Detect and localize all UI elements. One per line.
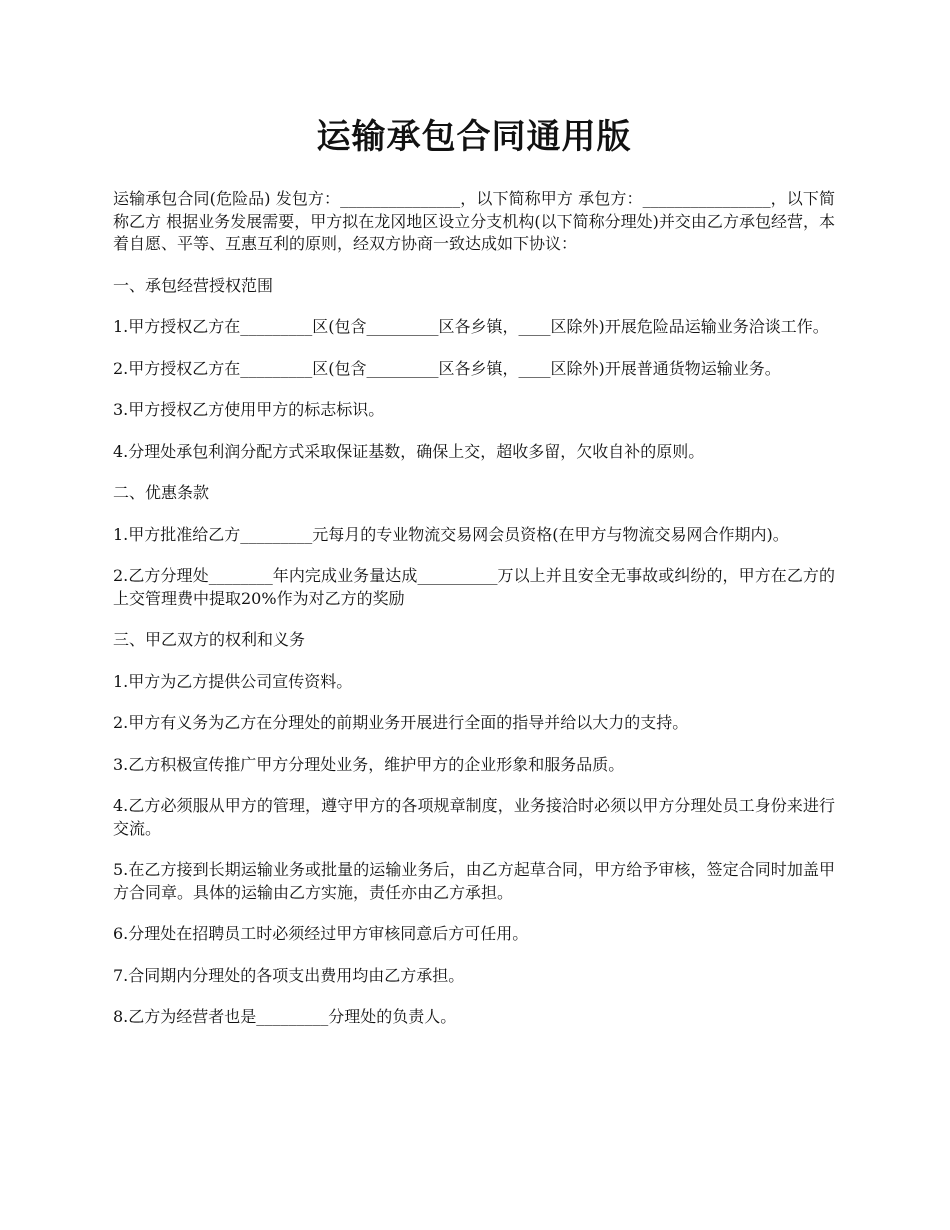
clause-3-7: 7.合同期内分理处的各项支出费用均由乙方承担。 (113, 965, 465, 985)
document-page (113, 112, 835, 1048)
section-heading-3: 三、甲乙双方的权利和义务 (113, 630, 306, 649)
clause-1-2: 2.甲方授权乙方在_________区(包含_________区各乡镇，____区除外)开展普通货物运输业务。 (113, 358, 781, 378)
intro-paragraph: 运输承包合同(危险品) 发包方：_______________，以下简称甲方 承包方：________________，以下简称乙方 根据业务发展需要，甲方拟在龙冈地区设立分支机构(以下简称分理处)并交由乙方承包经营，本着自愿、平等、互惠互利的原则，经双方协商一致达成如下协议： (113, 189, 835, 253)
clause-3-1: 1.甲方为乙方提供公司宣传资料。 (113, 671, 353, 691)
clause-1-1: 1.甲方授权乙方在_________区(包含_________区各乡镇，____区除外)开展危险品运输业务洽谈工作。 (113, 317, 829, 336)
clause-3-3: 3.乙方积极宣传推广甲方分理处业务，维护甲方的企业形象和服务品质。 (113, 754, 625, 774)
clause-3-2: 2.甲方有义务为乙方在分理处的前期业务开展进行全面的指导并给以大力的支持。 (113, 713, 689, 732)
clause-2-2: 2.乙方分理处________年内完成业务量达成__________万以上并且安全无事故或纠纷的，甲方在乙方的上交管理费中提取20%作为对乙方的奖励 (113, 566, 835, 608)
clause-1-3: 3.甲方授权乙方使用甲方的标志标识。 (113, 400, 385, 419)
clause-2-1: 1.甲方批准给乙方_________元每月的专业物流交易网会员资格(在甲方与物流交易网合作期内)。 (113, 524, 789, 544)
clause-3-6: 6.分理处在招聘员工时必须经过甲方审核同意后方可任用。 (113, 924, 529, 943)
clause-1-4: 4.分理处承包利润分配方式采取保证基数，确保上交，超收多留，欠收自补的原则。 (113, 441, 705, 461)
clause-3-4: 4.乙方必须服从甲方的管理，遵守甲方的各项规章制度，业务接洽时必须以甲方分理处员工身份来进行交流。 (113, 796, 835, 838)
document-title: 运输承包合同通用版 (316, 117, 632, 157)
section-heading-1: 一、承包经营授权范围 (113, 275, 274, 295)
clause-3-5: 5.在乙方接到长期运输业务或批量的运输业务后，由乙方起草合同，甲方给予审核，签定合同时加盖甲方合同章。具体的运输由乙方实施，责任亦由乙方承担。 (113, 860, 835, 902)
document-body (113, 188, 835, 1029)
section-heading-2: 二、优惠条款 (113, 483, 210, 502)
clause-3-8: 8.乙方为经营者也是_________分理处的负责人。 (113, 1007, 457, 1026)
